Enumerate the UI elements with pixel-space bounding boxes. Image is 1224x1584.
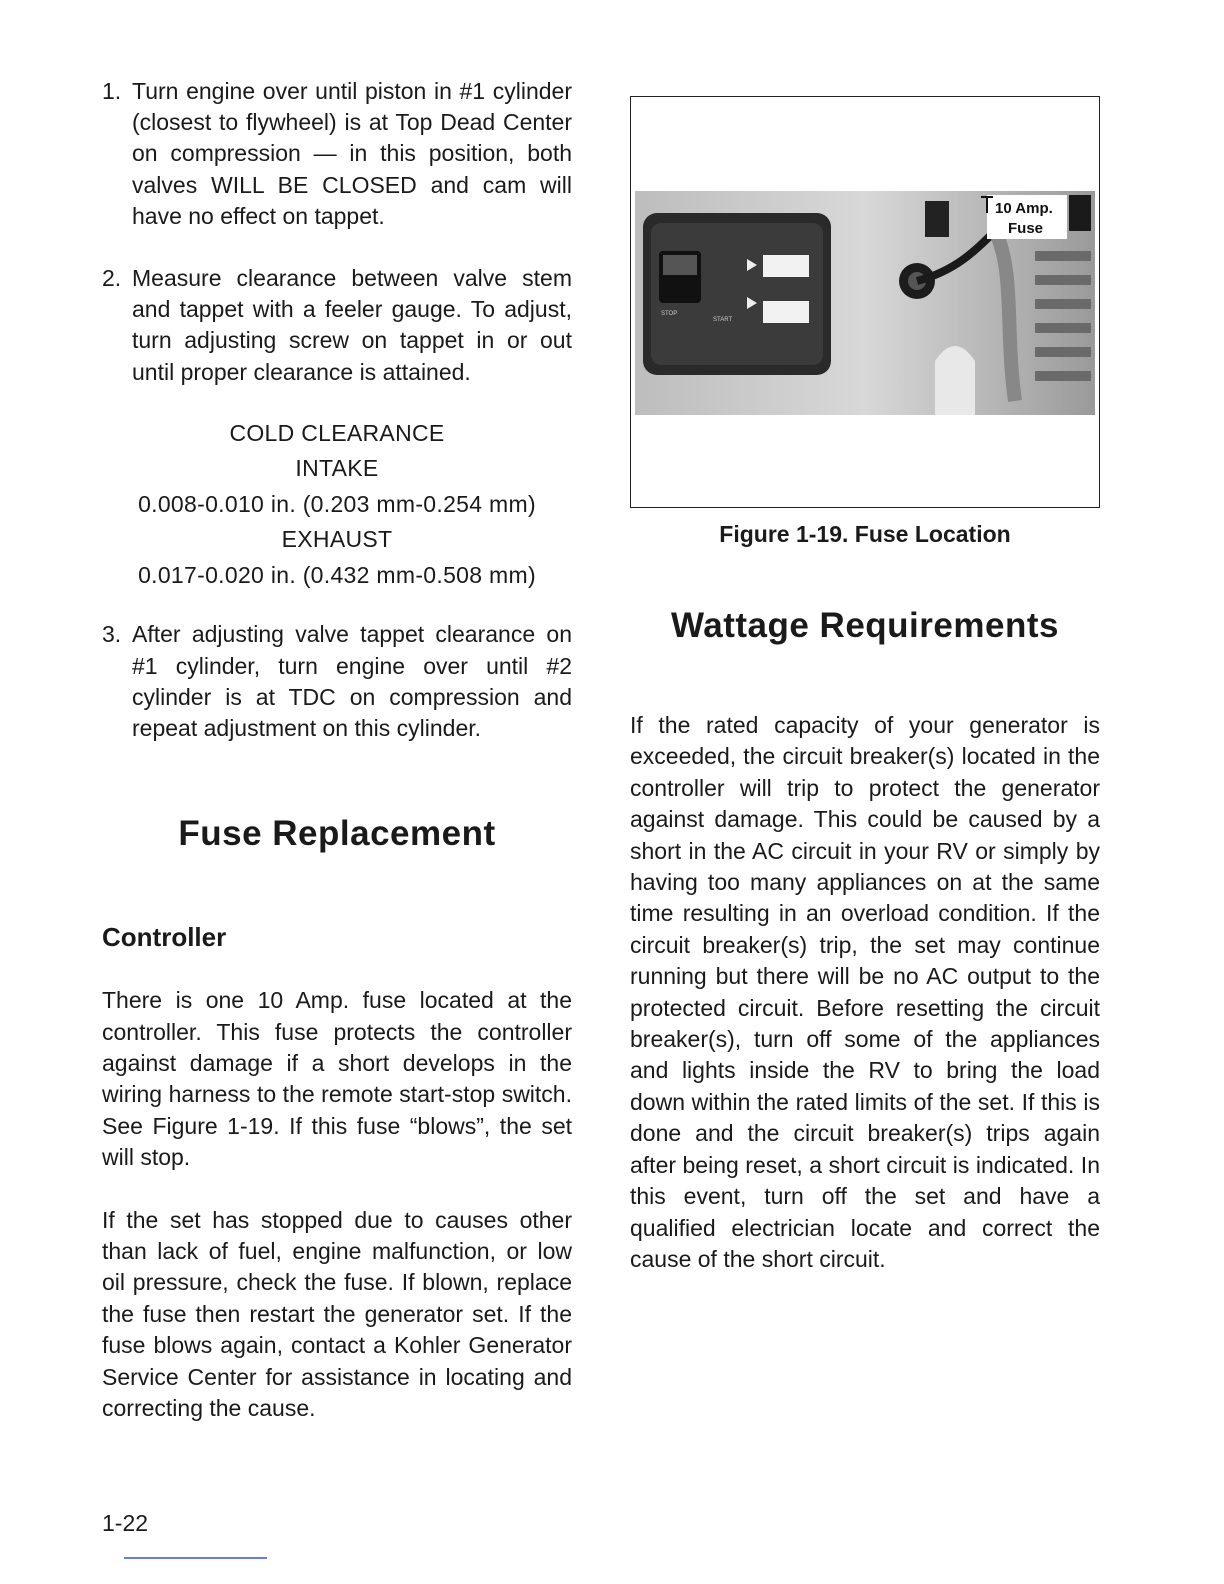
fuse-replacement-heading: Fuse Replacement — [178, 814, 496, 854]
step-item — [102, 263, 572, 388]
controller-subheading: Controller — [102, 922, 227, 953]
fuse-callout-line2: Fuse — [1008, 220, 1044, 237]
switch-start-label: START — [713, 317, 733, 323]
fuse-location-photo — [635, 191, 1095, 415]
adjustment-steps — [102, 76, 572, 388]
intake-label: INTAKE — [295, 455, 379, 482]
breaker-1-icon — [763, 255, 809, 277]
adjustment-steps-continued — [102, 619, 572, 744]
exhaust-value: 0.017-0.020 in. (0.432 mm-0.508 mm) — [138, 561, 536, 588]
left-column — [102, 76, 572, 1424]
figure-caption: Figure 1-19. Fuse Location — [719, 521, 1011, 547]
step-text: After adjusting valve tappet clearance on #1 cylinder, turn engine over until #2 cylinder is at TDC on compression and repeat adjustment on this cylinder. — [132, 621, 572, 741]
exhaust-label: EXHAUST — [281, 526, 393, 553]
bottom-rule — [124, 1557, 267, 1559]
right-column — [630, 96, 1100, 1275]
wattage-paragraph: If the rated capacity of your generator is exceeded, the circuit breaker(s) located in the controller will trip to protect the generator against damage. This could be caused by a short in the AC circuit in your RV or simply by having too many appliances on at the same time resulting in an overload condition. If the circuit breaker(s) trip, the set may continue running but there will be no AC output to the protected circuit. Before resetting the circuit breaker(s), turn off some of the appliances and lights inside the RV to bring the load down within the rated limits of the set. If this is done and the circuit breaker(s) trips again after being reset, a short circuit is indicated. In this event, turn off the set and have a qualified electrician locate and correct the cause of the short circuit. — [630, 712, 1100, 1272]
step-text: Turn engine over until piston in #1 cylinder (closest to flywheel) is at Top Dead Center on compression — in this position, both valves WILL BE CLOSED and cam will have no effect on tappet. — [132, 78, 572, 229]
connector-icon — [925, 201, 949, 237]
figure-frame — [630, 96, 1100, 508]
step-number: 2. — [102, 265, 122, 292]
wattage-requirements-heading: Wattage Requirements — [671, 606, 1059, 645]
step-number: 3. — [102, 621, 122, 648]
intake-value: 0.008-0.010 in. (0.203 mm-0.254 mm) — [138, 490, 536, 517]
step-item — [102, 619, 572, 744]
clearance-title: COLD CLEARANCE — [229, 419, 445, 446]
step-text: Measure clearance between valve stem and tappet with a feeler gauge. To adjust, turn adjusting screw on tappet in or out until proper clearance is attained. — [132, 265, 572, 385]
breaker-2-icon — [763, 301, 809, 323]
fuse-paragraph-1: There is one 10 Amp. fuse located at the controller. This fuse protects the controller against damage if a short develops in the wiring harness to the remote start-stop switch. See Figure 1-19. If this fuse “blows”, the set will stop. — [102, 987, 572, 1171]
switch-stop-label: STOP — [661, 311, 678, 317]
step-number: 1. — [102, 78, 122, 104]
fuse-callout-line1: 10 Amp. — [995, 200, 1053, 217]
cold-clearance-spec — [102, 416, 572, 594]
fuse-paragraph-2: If the set has stopped due to causes other than lack of fuel, engine malfunction, or low oil pressure, check the fuse. If blown, replace the fuse then restart the generator set. If the fuse blows again, contact a Kohler Generator Service Center for assistance in locating and correcting the cause. — [102, 1206, 572, 1422]
step-item — [102, 76, 572, 232]
page-number: 1-22 — [102, 1510, 149, 1536]
